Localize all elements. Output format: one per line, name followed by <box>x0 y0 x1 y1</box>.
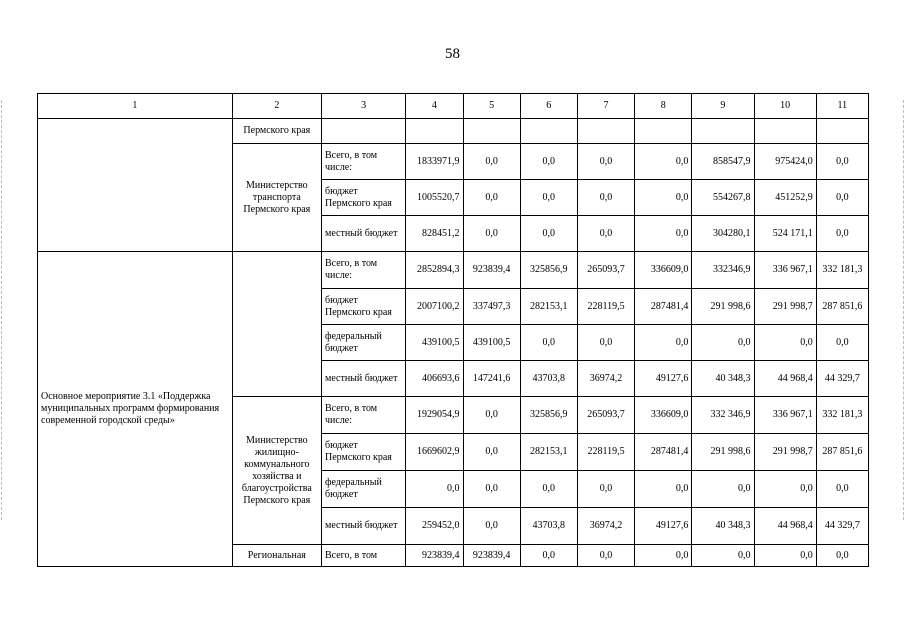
value-cell: 923839,4 <box>463 252 520 289</box>
header-cell: 3 <box>322 94 406 119</box>
empty-cell <box>322 119 406 144</box>
value-cell: 287 851,6 <box>816 434 868 471</box>
value-cell: 332 181,3 <box>816 397 868 434</box>
value-cell: 0,0 <box>520 216 577 252</box>
value-cell: 0,0 <box>816 180 868 216</box>
value-cell: 0,0 <box>463 180 520 216</box>
value-cell: 0,0 <box>635 325 692 361</box>
header-cell: 4 <box>406 94 463 119</box>
empty-cell <box>520 119 577 144</box>
value-cell: 0,0 <box>406 471 463 508</box>
header-cell: 8 <box>635 94 692 119</box>
value-cell: 0,0 <box>577 545 634 567</box>
value-cell: 287481,4 <box>635 434 692 471</box>
funding-source-cell: местный бюджет <box>322 508 406 545</box>
value-cell: 336 967,1 <box>754 252 816 289</box>
value-cell: 49127,6 <box>635 361 692 397</box>
header-cell: 11 <box>816 94 868 119</box>
empty-cell <box>816 119 868 144</box>
value-cell: 0,0 <box>635 471 692 508</box>
value-cell: 287 851,6 <box>816 289 868 325</box>
value-cell: 0,0 <box>463 434 520 471</box>
value-cell: 1005520,7 <box>406 180 463 216</box>
value-cell: 40 348,3 <box>692 508 754 545</box>
header-cell: 10 <box>754 94 816 119</box>
value-cell: 332 346,9 <box>692 397 754 434</box>
value-cell: 524 171,1 <box>754 216 816 252</box>
value-cell: 1929054,9 <box>406 397 463 434</box>
value-cell: 0,0 <box>463 397 520 434</box>
empty-cell <box>754 119 816 144</box>
value-cell: 1833971,9 <box>406 144 463 180</box>
value-cell: 0,0 <box>816 144 868 180</box>
funding-source-cell: Всего, в том числе: <box>322 144 406 180</box>
header-cell: 6 <box>520 94 577 119</box>
value-cell: 439100,5 <box>406 325 463 361</box>
value-cell: 287481,4 <box>635 289 692 325</box>
funding-source-cell: Всего, в том <box>322 545 406 567</box>
header-cell: 7 <box>577 94 634 119</box>
header-cell: 5 <box>463 94 520 119</box>
value-cell: 0,0 <box>463 216 520 252</box>
funding-source-cell: федеральный бюджет <box>322 325 406 361</box>
value-cell: 923839,4 <box>463 545 520 567</box>
value-cell: 0,0 <box>635 144 692 180</box>
empty-cell <box>692 119 754 144</box>
scan-edge-left <box>1 100 2 520</box>
value-cell: 975424,0 <box>754 144 816 180</box>
header-cell: 1 <box>38 94 233 119</box>
event-description: Основное мероприятие 3.1 «Поддержка муниципальных программ формирования современной городской среды» <box>38 252 233 567</box>
value-cell: 336609,0 <box>635 397 692 434</box>
value-cell: 336609,0 <box>635 252 692 289</box>
value-cell: 265093,7 <box>577 397 634 434</box>
value-cell: 44 329,7 <box>816 361 868 397</box>
value-cell: 0,0 <box>520 180 577 216</box>
value-cell: 291 998,7 <box>754 289 816 325</box>
funding-source-cell: местный бюджет <box>322 361 406 397</box>
value-cell: 923839,4 <box>406 545 463 567</box>
value-cell: 265093,7 <box>577 252 634 289</box>
value-cell: 0,0 <box>520 471 577 508</box>
value-cell: 0,0 <box>577 471 634 508</box>
value-cell: 0,0 <box>635 180 692 216</box>
funding-source-cell: местный бюджет <box>322 216 406 252</box>
executor-cell: Министерство транспорта Пермского края <box>232 144 321 252</box>
value-cell: 325856,9 <box>520 252 577 289</box>
header-cell: 2 <box>232 94 321 119</box>
value-cell: 228119,5 <box>577 289 634 325</box>
value-cell: 36974,2 <box>577 508 634 545</box>
value-cell: 0,0 <box>692 471 754 508</box>
value-cell: 0,0 <box>754 545 816 567</box>
value-cell: 0,0 <box>520 144 577 180</box>
value-cell: 0,0 <box>754 325 816 361</box>
value-cell: 0,0 <box>463 144 520 180</box>
value-cell: 858547,9 <box>692 144 754 180</box>
value-cell: 325856,9 <box>520 397 577 434</box>
value-cell: 0,0 <box>463 508 520 545</box>
value-cell: 0,0 <box>816 471 868 508</box>
value-cell: 44 968,4 <box>754 361 816 397</box>
header-row <box>38 94 869 119</box>
empty-cell <box>406 119 463 144</box>
value-cell: 228119,5 <box>577 434 634 471</box>
value-cell: 44 968,4 <box>754 508 816 545</box>
value-cell: 282153,1 <box>520 434 577 471</box>
value-cell: 828451,2 <box>406 216 463 252</box>
page-number: 58 <box>445 46 460 62</box>
empty-cell <box>38 119 233 252</box>
value-cell: 406693,6 <box>406 361 463 397</box>
executor-cell: Министерство жилищно-коммунального хозяйства и благоустройства Пермского края <box>232 397 321 545</box>
value-cell: 332346,9 <box>692 252 754 289</box>
value-cell: 291 998,6 <box>692 289 754 325</box>
value-cell: 439100,5 <box>463 325 520 361</box>
value-cell: 336 967,1 <box>754 397 816 434</box>
value-cell: 0,0 <box>463 471 520 508</box>
value-cell: 0,0 <box>520 325 577 361</box>
value-cell: 40 348,3 <box>692 361 754 397</box>
value-cell: 1669602,9 <box>406 434 463 471</box>
funding-source-cell: бюджет Пермского края <box>322 289 406 325</box>
value-cell: 0,0 <box>754 471 816 508</box>
empty-cell <box>463 119 520 144</box>
value-cell: 147241,6 <box>463 361 520 397</box>
value-cell: 337497,3 <box>463 289 520 325</box>
funding-source-cell: Всего, в том числе: <box>322 397 406 434</box>
budget-table <box>37 93 869 567</box>
value-cell: 0,0 <box>692 325 754 361</box>
value-cell: 304280,1 <box>692 216 754 252</box>
executor-cell: Региональная <box>232 545 321 567</box>
value-cell: 0,0 <box>577 216 634 252</box>
value-cell: 0,0 <box>635 216 692 252</box>
value-cell: 43703,8 <box>520 508 577 545</box>
value-cell: 332 181,3 <box>816 252 868 289</box>
value-cell: 0,0 <box>816 545 868 567</box>
empty-cell <box>232 252 321 397</box>
funding-source-cell: федеральный бюджет <box>322 471 406 508</box>
value-cell: 282153,1 <box>520 289 577 325</box>
empty-cell <box>635 119 692 144</box>
header-cell: 9 <box>692 94 754 119</box>
value-cell: 0,0 <box>635 545 692 567</box>
value-cell: 0,0 <box>816 325 868 361</box>
value-cell: 44 329,7 <box>816 508 868 545</box>
value-cell: 0,0 <box>692 545 754 567</box>
value-cell: 554267,8 <box>692 180 754 216</box>
value-cell: 259452,0 <box>406 508 463 545</box>
value-cell: 451252,9 <box>754 180 816 216</box>
table-row <box>38 252 869 289</box>
value-cell: 36974,2 <box>577 361 634 397</box>
value-cell: 0,0 <box>816 216 868 252</box>
value-cell: 43703,8 <box>520 361 577 397</box>
empty-cell <box>577 119 634 144</box>
scan-edge-right <box>903 100 904 520</box>
value-cell: 0,0 <box>520 545 577 567</box>
value-cell: 2852894,3 <box>406 252 463 289</box>
funding-source-cell: бюджет Пермского края <box>322 434 406 471</box>
funding-source-cell: бюджет Пермского края <box>322 180 406 216</box>
value-cell: 49127,6 <box>635 508 692 545</box>
table-row <box>38 119 869 144</box>
value-cell: 0,0 <box>577 180 634 216</box>
value-cell: 0,0 <box>577 325 634 361</box>
value-cell: 2007100,2 <box>406 289 463 325</box>
value-cell: 291 998,6 <box>692 434 754 471</box>
value-cell: 291 998,7 <box>754 434 816 471</box>
funding-source-cell: Всего, в том числе: <box>322 252 406 289</box>
executor-cell: Пермского края <box>232 119 321 144</box>
value-cell: 0,0 <box>577 144 634 180</box>
